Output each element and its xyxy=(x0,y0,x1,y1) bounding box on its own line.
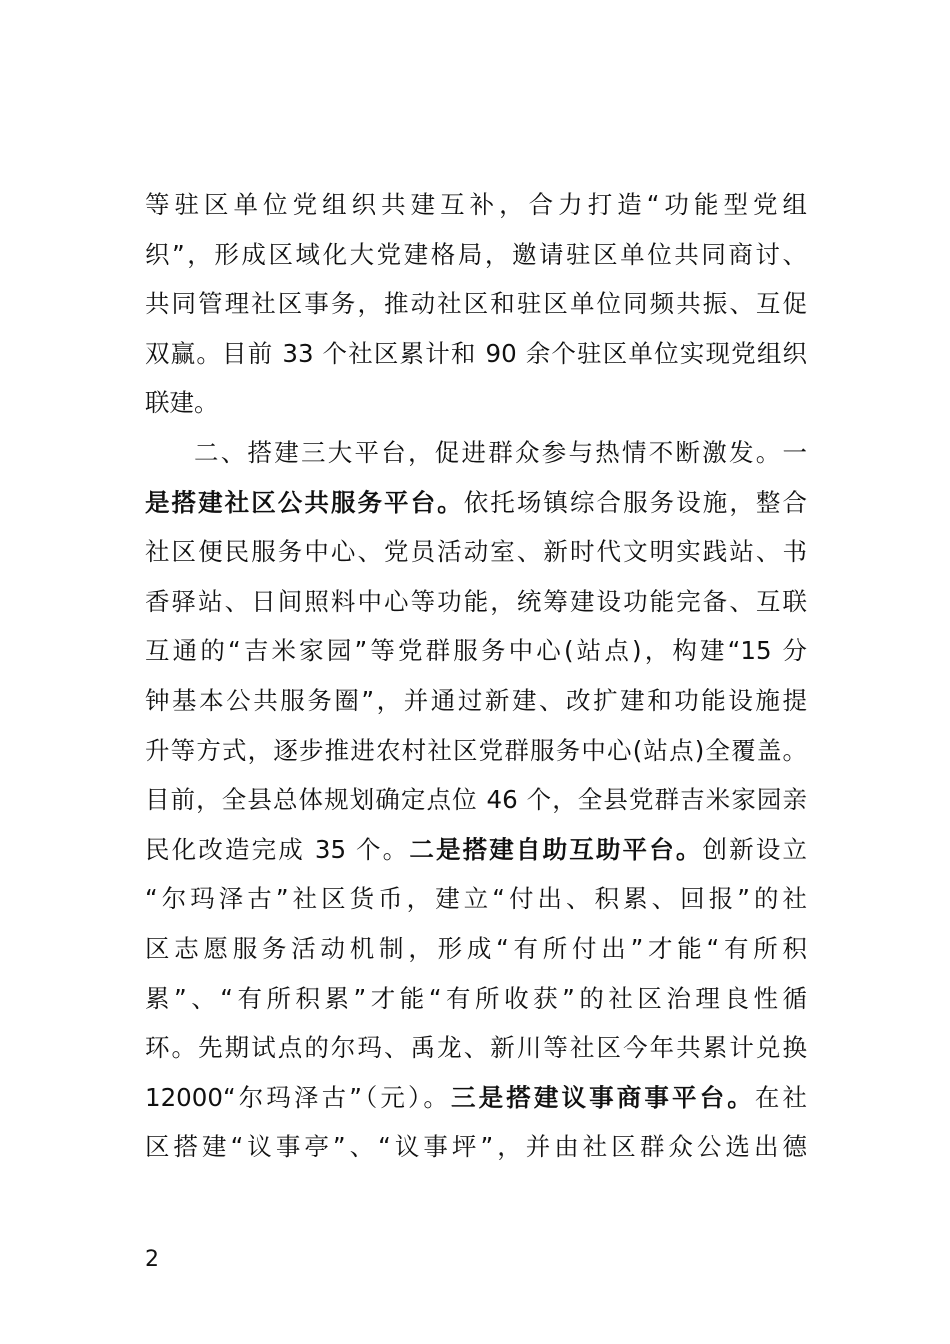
text-line: 社区便民服务中心、党员活动室、新时代文明实践站、书 xyxy=(145,537,807,567)
subheading-self-help: 二是搭建自助互助平台。 xyxy=(409,834,703,864)
text-line: 互通的“吉米家园”等党群服务中心(站点)，构建“15 分 xyxy=(145,636,807,666)
text-line: 区志愿服务活动机制，形成“有所付出”才能“有所积 xyxy=(145,933,807,963)
text-line: 目前，全县总体规划确定点位 46 个，全县党群吉米家园亲 xyxy=(145,785,807,815)
text-line: 香驿站、日间照料中心等功能，统筹建设功能完备、互联 xyxy=(145,586,807,616)
body-text xyxy=(145,180,807,1172)
text-line: 共同管理社区事务，推动社区和驻区单位同频共振、互促 xyxy=(145,289,807,319)
text-line: 升等方式，逐步推进农村社区党群服务中心(站点)全覆盖。 xyxy=(145,735,807,765)
subheading-public-service: 是搭建社区公共服务平台。 xyxy=(145,487,464,517)
text-line: 织”，形成区域化大党建格局，邀请驻区单位共同商讨、 xyxy=(145,239,807,269)
text-line: 累”、“有所积累”才能“有所收获”的社区治理良性循 xyxy=(145,983,807,1013)
text-line: 双赢。目前 33 个社区累计和 90 余个驻区单位实现党组织 xyxy=(145,338,807,368)
text-line: 民化改造完成 35 个。二是搭建自助互助平台。创新设立 xyxy=(145,834,807,864)
text-line: 等驻区单位党组织共建互补，合力打造“功能型党组 xyxy=(145,190,807,219)
text-line: 区搭建“议事亭”、“议事坪”，并由社区群众公选出德 xyxy=(145,1132,807,1162)
text-line: 钟基本公共服务圈”，并通过新建、改扩建和功能设施提 xyxy=(145,685,807,715)
subheading-deliberation: 三是搭建议事商事平台。 xyxy=(451,1082,755,1112)
section-heading-line: 二、搭建三大平台，促进群众参与热情不断激发。一 xyxy=(194,437,807,467)
text-line: “尔玛泽古”社区货币，建立“付出、积累、回报”的社 xyxy=(145,884,807,914)
page-number: 2 xyxy=(145,1247,159,1272)
text-line: 联建。 xyxy=(145,388,219,418)
text-line: 环。先期试点的尔玛、禹龙、新川等社区今年共累计兑换 xyxy=(145,1033,807,1063)
text-line: 12000“尔玛泽古”（元）。三是搭建议事商事平台。在社 xyxy=(145,1082,808,1112)
text-line: 是搭建社区公共服务平台。依托场镇综合服务设施，整合 xyxy=(145,487,807,517)
